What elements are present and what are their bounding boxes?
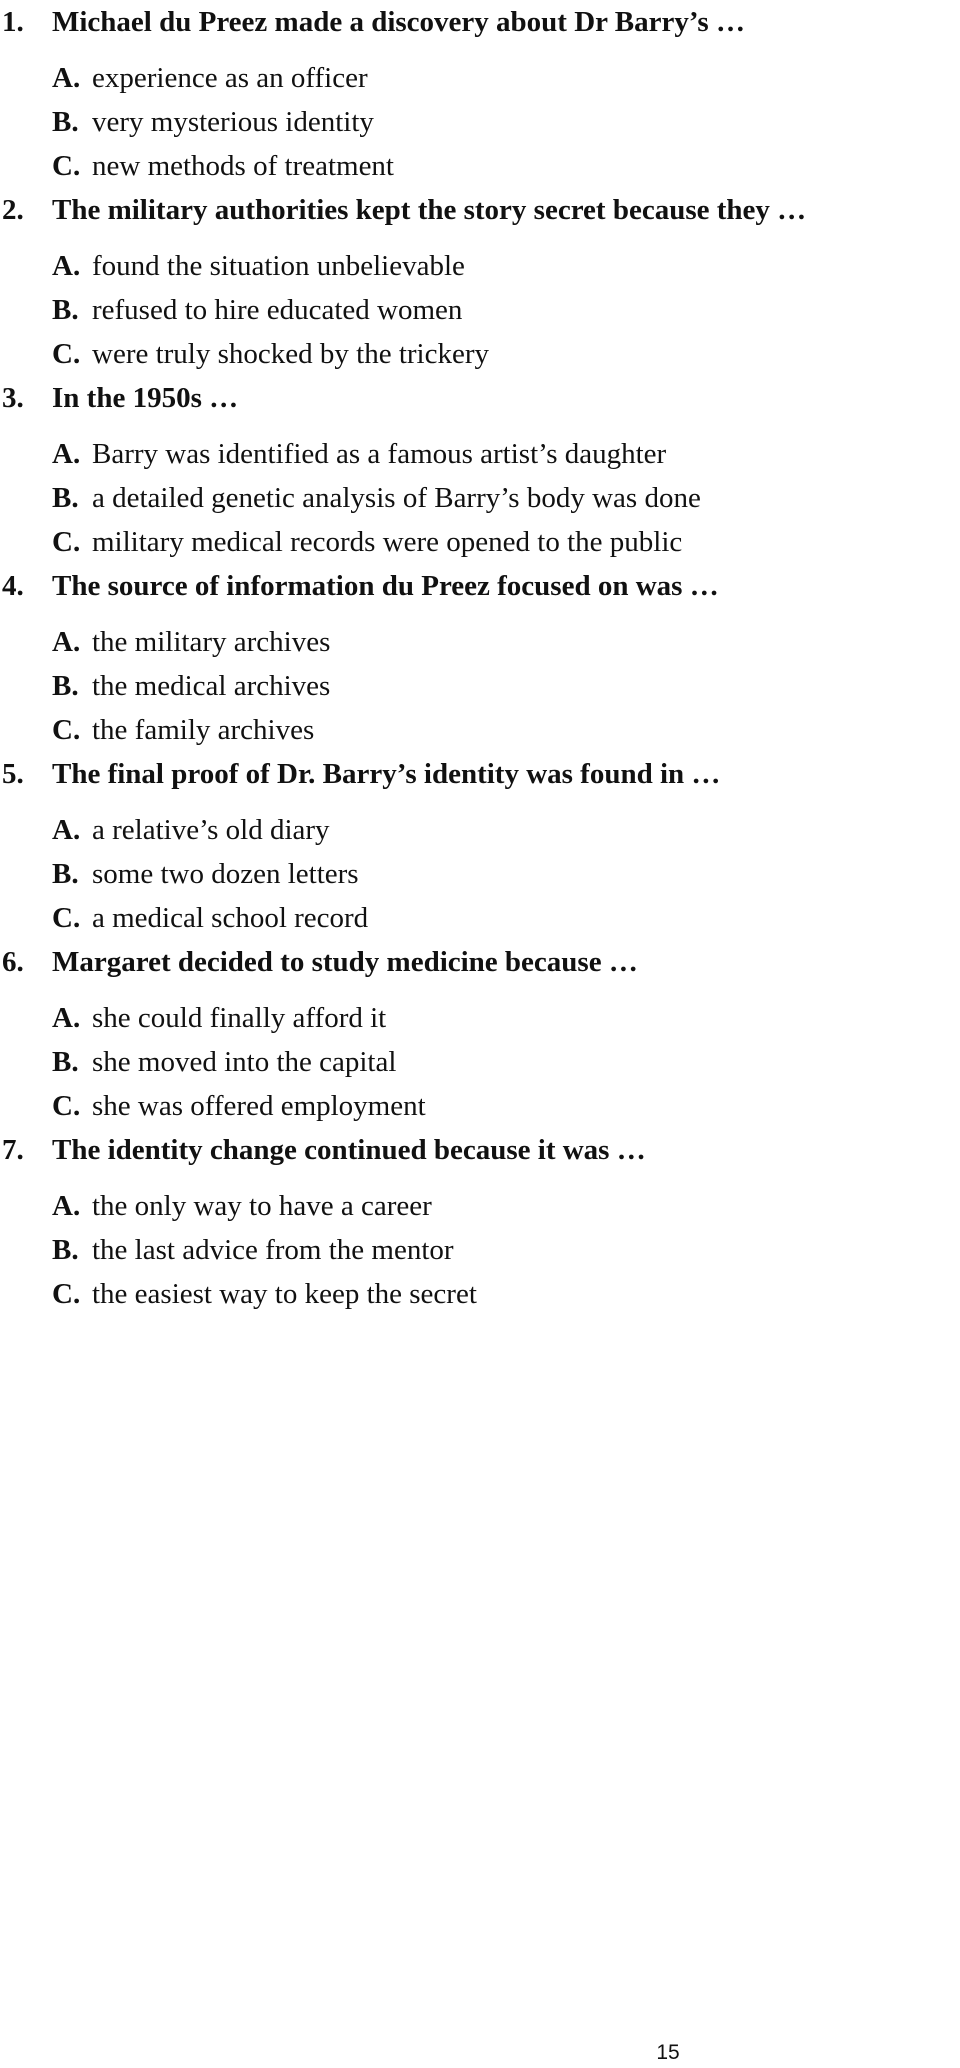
option-a (0, 56, 960, 100)
option-b (0, 288, 960, 332)
option-text: some two dozen letters (92, 858, 359, 890)
option-letter: C. (52, 902, 81, 934)
option-letter: B. (52, 1046, 79, 1078)
option-text: a medical school record (92, 902, 369, 934)
question-text: Michael du Preez made a discovery about Dr Barry’s … (52, 6, 745, 38)
question-4 (0, 564, 960, 752)
option-b (0, 100, 960, 144)
question-number: 5. (2, 758, 24, 790)
option-letter: A. (52, 626, 81, 658)
option-letter: A. (52, 814, 81, 846)
question-stem (0, 376, 960, 420)
question-text: The final proof of Dr. Barry’s identity was found in … (52, 758, 721, 790)
option-list (0, 44, 960, 188)
option-c (0, 144, 960, 188)
option-b (0, 1040, 960, 1084)
question-number: 4. (2, 570, 24, 602)
option-letter: A. (52, 250, 81, 282)
question-number: 1. (2, 6, 24, 38)
question-number: 7. (2, 1134, 24, 1166)
option-text: experience as an officer (92, 62, 368, 94)
question-text: The military authorities kept the story secret because they … (52, 194, 807, 226)
option-letter: A. (52, 62, 81, 94)
option-a (0, 996, 960, 1040)
option-list (0, 984, 960, 1128)
option-c (0, 1272, 960, 1316)
option-letter: C. (52, 338, 81, 370)
page-number: 15 (656, 2041, 680, 2064)
question-5 (0, 752, 960, 940)
option-text: a detailed genetic analysis of Barry’s body was done (92, 482, 701, 514)
option-text: very mysterious identity (92, 106, 374, 138)
option-a (0, 620, 960, 664)
option-letter: A. (52, 1190, 81, 1222)
question-text: The identity change continued because it was … (52, 1134, 646, 1166)
option-letter: C. (52, 150, 81, 182)
option-letter: C. (52, 714, 81, 746)
question-stem (0, 564, 960, 608)
option-letter: C. (52, 526, 81, 558)
question-1 (0, 0, 960, 188)
option-text: the military archives (92, 626, 331, 658)
question-2 (0, 188, 960, 376)
option-b (0, 1228, 960, 1272)
option-text: the medical archives (92, 670, 331, 702)
option-text: were truly shocked by the trickery (92, 338, 489, 370)
question-3 (0, 376, 960, 564)
option-text: military medical records were opened to the public (92, 526, 683, 558)
question-text: The source of information du Preez focused on was … (52, 570, 719, 602)
option-text: the only way to have a career (92, 1190, 432, 1222)
option-letter: B. (52, 858, 79, 890)
option-a (0, 244, 960, 288)
option-letter: C. (52, 1090, 81, 1122)
option-text: the last advice from the mentor (92, 1234, 454, 1266)
option-b (0, 476, 960, 520)
option-letter: A. (52, 1002, 81, 1034)
option-c (0, 1084, 960, 1128)
option-text: the easiest way to keep the secret (92, 1278, 477, 1310)
option-text: a relative’s old diary (92, 814, 330, 846)
option-letter: B. (52, 1234, 79, 1266)
question-number: 6. (2, 946, 24, 978)
question-stem (0, 0, 960, 44)
question-stem (0, 1128, 960, 1172)
question-stem (0, 752, 960, 796)
option-b (0, 664, 960, 708)
option-letter: B. (52, 106, 79, 138)
option-text: new methods of treatment (92, 150, 394, 182)
option-list (0, 1172, 960, 1316)
question-number: 2. (2, 194, 24, 226)
option-letter: C. (52, 1278, 81, 1310)
question-7 (0, 1128, 960, 1316)
option-b (0, 852, 960, 896)
option-text: found the situation unbelievable (92, 250, 465, 282)
option-a (0, 1184, 960, 1228)
option-list (0, 608, 960, 752)
option-letter: B. (52, 670, 79, 702)
question-stem (0, 188, 960, 232)
option-text: she was offered employment (92, 1090, 426, 1122)
option-c (0, 896, 960, 940)
question-text: Margaret decided to study medicine because … (52, 946, 638, 978)
option-c (0, 332, 960, 376)
option-list (0, 796, 960, 940)
option-letter: B. (52, 294, 79, 326)
option-text: Barry was identified as a famous artist’s daughter (92, 438, 667, 470)
question-6 (0, 940, 960, 1128)
option-text: refused to hire educated women (92, 294, 463, 326)
option-text: she moved into the capital (92, 1046, 397, 1078)
option-letter: A. (52, 438, 81, 470)
option-a (0, 808, 960, 852)
option-c (0, 708, 960, 752)
question-number: 3. (2, 382, 24, 414)
option-list (0, 420, 960, 564)
option-letter: B. (52, 482, 79, 514)
option-text: she could finally afford it (92, 1002, 387, 1034)
question-stem (0, 940, 960, 984)
option-c (0, 520, 960, 564)
question-text: In the 1950s … (52, 382, 239, 414)
option-text: the family archives (92, 714, 315, 746)
option-list (0, 232, 960, 376)
option-a (0, 432, 960, 476)
